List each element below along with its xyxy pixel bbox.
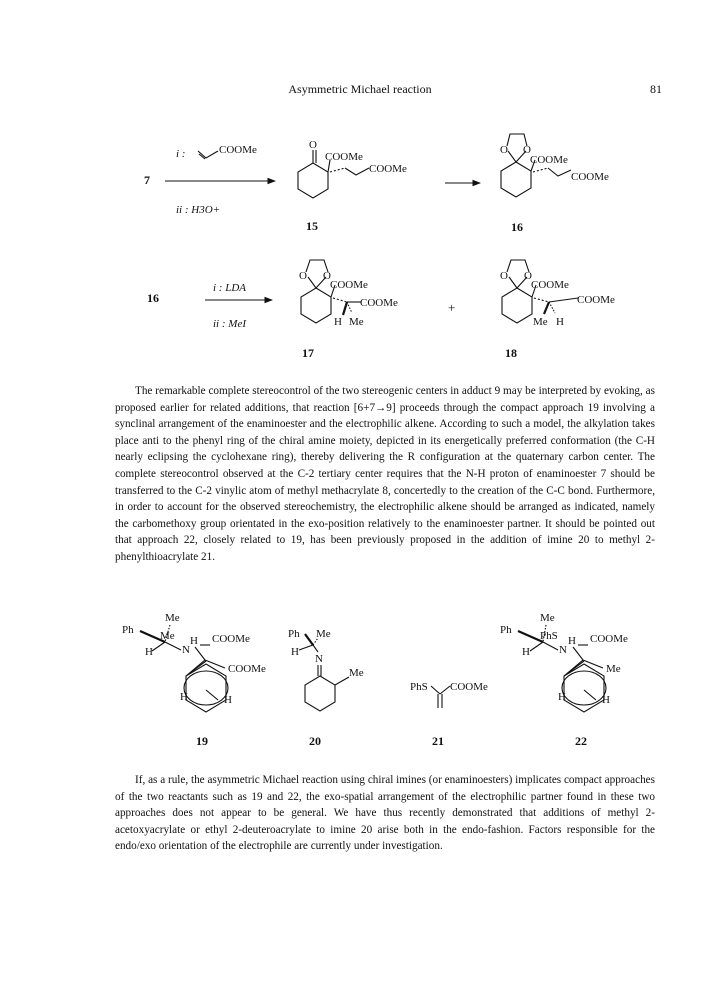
scheme-1 (144, 134, 609, 234)
svg-text:N: N (559, 644, 567, 656)
svg-text:O: O (523, 144, 531, 156)
svg-text:Ph: Ph (500, 624, 512, 636)
svg-text:COOMe: COOMe (531, 279, 569, 291)
svg-text:Me: Me (349, 667, 364, 679)
svg-text:PhS: PhS (540, 630, 558, 642)
svg-text:H: H (556, 316, 564, 328)
running-title: Asymmetric Michael reaction (288, 82, 432, 96)
compound-16-start: 16 (147, 291, 159, 305)
acrylate-icon (198, 151, 218, 158)
label-22: 22 (575, 734, 587, 748)
svg-text:H: H (334, 316, 342, 328)
plus-sign: + (448, 300, 456, 315)
cyclohexane-ring-16 (501, 162, 531, 197)
svg-text:O: O (500, 144, 508, 156)
svg-text:H: H (190, 635, 198, 647)
label-17: 17 (302, 346, 314, 360)
page-number: 81 (650, 82, 662, 96)
svg-text:H: H (291, 646, 299, 658)
svg-text:O: O (323, 270, 331, 282)
svg-text:Me: Me (349, 316, 364, 328)
svg-text:H: H (568, 635, 576, 647)
svg-text:COOMe: COOMe (228, 663, 266, 675)
svg-text:H: H (145, 646, 153, 658)
svg-text:H: H (602, 694, 610, 706)
scheme-2 (147, 260, 615, 360)
svg-text:Me: Me (165, 612, 180, 624)
compound-7: 7 (144, 173, 150, 187)
svg-text:COOMe: COOMe (360, 297, 398, 309)
svg-text:Ph: Ph (122, 624, 134, 636)
label-19: 19 (196, 734, 208, 748)
svg-text:H: H (180, 691, 188, 703)
svg-text:Me: Me (316, 628, 331, 640)
label-21: 21 (432, 734, 444, 748)
label-16: 16 (511, 220, 523, 234)
svg-text:PhS: PhS (410, 681, 428, 693)
svg-text:H: H (522, 646, 530, 658)
body-paragraph-1: The remarkable complete stereocontrol of the two stereogenic centers in adduct 9 may be interpreted by evoking, as proposed earlier for related additions, that reaction [6+7→9] proceeds through the compact approach 19 involving a synclinal arrangement of the enaminoester and the electrophilic alkene. According to such a model, the alkylation takes place anti to the phenyl ring of the chiral amine moiety, depicted in its energetically preferred conformation (the C-H nearly eclipsing the cyclohexane ring), thereby delivering the R configuration at the quaternary carbon center. The complete stereocontrol observed at the C-2 tertiary center requires that the N-H proton of enaminoester 7 should be transferred to the C-2 vinylic atom of methyl methacrylate 8, concertedly to the creation of the C-C bond. Furthermore, in order to account for the observed stereochemistry, the electrophilic alkene should be arranged as indicated, namely the carbomethoxy group orientated in the exo-position relatively to the enaminoester partner. It should be pointed out that approach 22, closely related to 19, has been previously proposed in the addition of imine 20 to methyl 2-phenylthioacrylate 21. (115, 385, 655, 563)
label-20: 20 (309, 734, 321, 748)
svg-text:COOMe: COOMe (369, 163, 407, 175)
label-15: 15 (306, 219, 318, 233)
reagent-mei: ii : MeI (213, 318, 246, 330)
cyclohexane-ring-20 (305, 676, 335, 711)
svg-text:COOMe: COOMe (530, 154, 568, 166)
svg-text:O: O (299, 270, 307, 282)
svg-text:O: O (500, 270, 508, 282)
svg-text:Ph: Ph (288, 628, 300, 640)
svg-text:O: O (309, 139, 317, 151)
svg-text:Me: Me (533, 316, 548, 328)
label-18: 18 (505, 346, 517, 360)
svg-text:COOMe: COOMe (212, 633, 250, 645)
svg-text:COOMe: COOMe (577, 294, 615, 306)
reagent-i-group: COOMe (219, 144, 257, 156)
cyclohexane-ring-17 (301, 288, 331, 323)
svg-text:H: H (224, 694, 232, 706)
svg-text:O: O (524, 270, 532, 282)
svg-text:N: N (182, 644, 190, 656)
cyclohexane-ring-15 (298, 163, 328, 198)
reagent-lda: i : LDA (213, 282, 246, 294)
svg-text:COOMe: COOMe (450, 681, 488, 693)
svg-text:N: N (315, 653, 323, 665)
svg-text:Me: Me (160, 630, 175, 642)
cyclohexane-ring-18 (502, 288, 532, 323)
reagent-ii: ii : H3O+ (176, 204, 221, 216)
svg-text:Me: Me (606, 663, 621, 675)
svg-text:COOMe: COOMe (590, 633, 628, 645)
reagent-i-label: i : (176, 148, 186, 160)
svg-text:H: H (558, 691, 566, 703)
scheme-3 (122, 612, 628, 748)
body-paragraph-2: If, as a rule, the asymmetric Michael reaction using chiral imines (or enaminoesters) implicates compact approaches of the two reactants such as 19 and 22, the exo-spatial arrangement of the electrophilic partner found in these two approaches does not appear to be general. We have thus recently demonstrated that additions of methyl 2-acetoxyacrylate or ethyl 2-deuteroacrylate to imine 20 arise both in the endo-fashion. Factors responsible for the endo/exo orientation of the electrophile are currently under investigation. (115, 774, 655, 853)
svg-text:Me: Me (540, 612, 555, 624)
svg-text:COOMe: COOMe (330, 279, 368, 291)
svg-text:COOMe: COOMe (571, 171, 609, 183)
svg-text:COOMe: COOMe (325, 151, 363, 163)
